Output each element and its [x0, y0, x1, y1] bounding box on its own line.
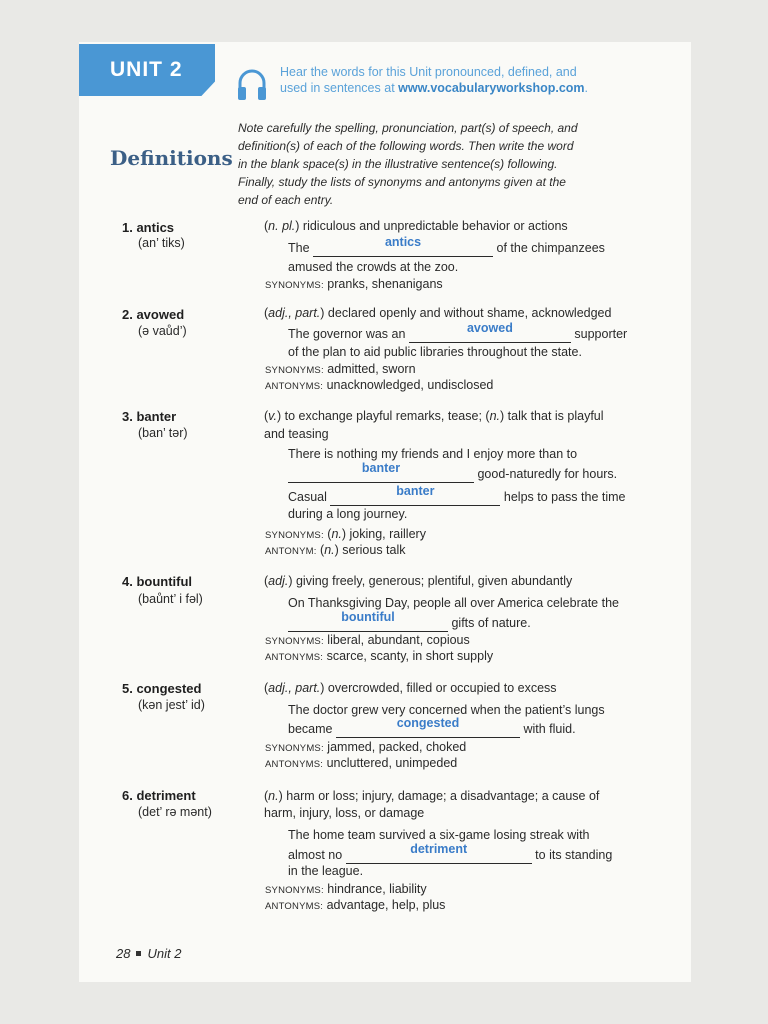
instruction-line: Note carefully the spelling, pronunciation, part(s) of speech, and	[238, 121, 578, 135]
answer-blank[interactable]	[288, 461, 474, 483]
part-of-speech: n. pl.	[268, 219, 296, 233]
sentence-text: to its standing	[535, 848, 613, 862]
synonyms-label: SYNONYMS:	[265, 743, 324, 754]
definition-text: ) talk that is playful	[500, 409, 604, 423]
example-sentence: The doctor grew very concerned when the patient’s lungs	[288, 703, 605, 717]
antonyms-label: ANTONYMS:	[265, 901, 324, 912]
example-sentence: On Thanksgiving Day, people all over America celebrate the	[288, 596, 619, 610]
antonyms-text: scarce, scanty, in short supply	[326, 649, 494, 663]
synonyms-text: jammed, packed, choked	[327, 740, 467, 754]
entry-word: 2. avowed	[122, 307, 185, 322]
antonyms-text: uncluttered, unimpeded	[326, 756, 458, 770]
bullet-square-icon	[136, 951, 141, 956]
synonyms: SYNONYMS: (n.) joking, raillery	[265, 527, 426, 541]
sentence-text: of the chimpanzees	[496, 241, 605, 255]
example-sentence	[288, 842, 613, 864]
antonyms-label: ANTONYMS:	[265, 652, 324, 663]
antonyms-label: ANTONYM:	[265, 546, 317, 557]
definition-text: ) giving freely, generous; plentiful, given abundantly	[288, 574, 573, 588]
footer-unit-label: Unit 2	[147, 946, 182, 961]
synonyms-text: liberal, abundant, copious	[327, 633, 470, 647]
sentence-text: became	[288, 722, 333, 736]
answer-blank[interactable]	[330, 484, 500, 506]
page-number: 28	[116, 946, 131, 961]
example-sentence	[288, 716, 576, 738]
definition-text: ) overcrowded, filled or occupied to excess	[320, 681, 557, 695]
audio-line-1: Hear the words for this Unit pronounced, defined, and	[280, 65, 577, 79]
synonyms	[265, 276, 443, 294]
antonyms	[265, 755, 457, 773]
example-sentence	[288, 321, 628, 343]
definition-text: ) harm or loss; injury, damage; a disadvantage; a cause of	[278, 789, 600, 803]
antonyms	[265, 897, 445, 915]
entry-pronunciation: (ə vaůd’)	[138, 324, 187, 338]
answer-blank[interactable]	[313, 235, 493, 257]
answer-text: antics	[384, 235, 422, 249]
entry-definition: (v.) to exchange playful remarks, tease; (n.) talk that is playful	[264, 409, 604, 423]
entry-word: 3. banter	[122, 409, 177, 424]
instruction-line: end of each entry.	[238, 193, 334, 207]
synonyms-label: SYNONYMS:	[265, 280, 324, 291]
sentence-text: almost no	[288, 848, 343, 862]
answer-blank[interactable]	[346, 842, 532, 864]
sentence-text: supporter	[574, 327, 628, 341]
answer-text: bountiful	[341, 610, 395, 624]
definitions-title: Definitions	[110, 146, 233, 170]
synonyms-label: SYNONYMS:	[265, 530, 324, 541]
entry-pronunciation: (det’ rə mənt)	[138, 805, 212, 819]
answer-text: banter	[361, 461, 401, 475]
answer-text: detriment	[410, 842, 468, 856]
entry-word: 4. bountiful	[122, 574, 193, 589]
entry-pronunciation: (ban’ tər)	[138, 426, 188, 440]
sentence-continuation: of the plan to aid public libraries throughout the state.	[288, 345, 582, 359]
answer-blank[interactable]	[288, 610, 448, 632]
sentence-text: Casual	[288, 490, 327, 504]
headphones-icon[interactable]	[236, 68, 268, 104]
entry-pronunciation: (an’ tiks)	[138, 236, 185, 250]
sentence-text: with fluid.	[523, 722, 576, 736]
entry-definition: (adj.) giving freely, generous; plentiful, given abundantly	[264, 574, 573, 588]
sentence-continuation: in the league.	[288, 864, 364, 878]
instruction-line: definition(s) of each of the following words. Then write the word	[238, 139, 574, 153]
example-sentence: The home team survived a six-game losing streak with	[288, 828, 590, 842]
audio-line-2: used in sentences at	[280, 81, 399, 95]
entry-definition: (adj., part.) overcrowded, filled or occupied to excess	[264, 681, 557, 695]
answer-blank[interactable]	[409, 321, 571, 343]
part-of-speech: v.	[268, 409, 277, 423]
answer-text: congested	[396, 716, 460, 730]
sentence-continuation: during a long journey.	[288, 507, 408, 521]
unit-label: UNIT 2	[110, 58, 183, 81]
sentence-text: helps to pass the time	[503, 490, 626, 504]
synonyms-label: SYNONYMS:	[265, 885, 324, 896]
synonyms-text: pranks, shenanigans	[327, 277, 443, 291]
antonyms	[265, 648, 493, 666]
sentence-text: good-naturedly for hours.	[477, 467, 618, 481]
sentence-continuation: amused the crowds at the zoo.	[288, 260, 459, 274]
antonyms-text: ) serious talk	[334, 543, 406, 557]
definition-text: ) declared openly and without shame, acknowledged	[320, 306, 612, 320]
part-of-speech: adj., part.	[268, 681, 321, 695]
sentence-text: The	[288, 241, 310, 255]
instructions	[238, 119, 638, 209]
instruction-line: in the blank space(s) in the illustrative sentence(s) following.	[238, 157, 558, 171]
antonyms-text: advantage, help, plus	[326, 898, 446, 912]
antonyms-label: ANTONYMS:	[265, 381, 324, 392]
part-of-speech: n.	[489, 409, 501, 423]
entry-word: 1. antics	[122, 220, 175, 235]
antonyms-label: ANTONYMS:	[265, 759, 324, 770]
entry-definition: (n. pl.) ridiculous and unpredictable behavior or actions	[264, 219, 568, 233]
entry-pronunciation: (kən jest’ id)	[138, 698, 205, 712]
synonyms-text: admitted, sworn	[327, 362, 416, 376]
entry-word: 5. congested	[122, 681, 202, 696]
antonyms: ANTONYM: (n.) serious talk	[265, 543, 406, 557]
definition-continuation: harm, injury, loss, or damage	[264, 806, 425, 820]
url-suffix: .	[584, 81, 589, 95]
synonyms-label: SYNONYMS:	[265, 636, 324, 647]
answer-text: avowed	[466, 321, 513, 335]
definition-text: ) to exchange playful remarks, tease; (	[276, 409, 490, 423]
sentence-text: The governor was an	[288, 327, 406, 341]
example-sentence	[288, 610, 531, 632]
answer-text: banter	[396, 484, 435, 498]
synonyms-text: ) joking, raillery	[341, 527, 426, 541]
synonyms-text: hindrance, liability	[327, 882, 427, 896]
synonyms-label: SYNONYMS:	[265, 365, 324, 376]
entry-word: 6. detriment	[122, 788, 196, 803]
example-sentence	[288, 484, 626, 506]
antonyms-text: unacknowledged, undisclosed	[326, 378, 494, 392]
entry-definition: (n.) harm or loss; injury, damage; a disadvantage; a cause of	[264, 789, 600, 803]
website-link[interactable]: www.vocabularyworkshop.com	[398, 81, 585, 95]
example-sentence	[288, 235, 605, 257]
definition-continuation: and teasing	[264, 427, 329, 441]
example-sentence	[288, 461, 618, 483]
entry-pronunciation: (baůnt’ i fəl)	[138, 592, 203, 606]
page-footer	[116, 946, 181, 961]
part-of-speech: adj.	[268, 574, 289, 588]
audio-instructions	[280, 64, 640, 96]
instruction-line: Finally, study the lists of synonyms and antonyms given at the	[238, 175, 566, 189]
answer-blank[interactable]	[336, 716, 520, 738]
example-sentence: There is nothing my friends and I enjoy more than to	[288, 447, 578, 461]
part-of-speech: adj., part.	[268, 306, 321, 320]
entry-definition: (adj., part.) declared openly and without shame, acknowledged	[264, 306, 612, 320]
sentence-text: gifts of nature.	[451, 616, 531, 630]
antonyms	[265, 377, 493, 395]
part-of-speech: n.	[268, 789, 279, 803]
part-of-speech: n.	[324, 543, 335, 557]
part-of-speech: n.	[331, 527, 342, 541]
definition-text: ) ridiculous and unpredictable behavior or actions	[295, 219, 568, 233]
